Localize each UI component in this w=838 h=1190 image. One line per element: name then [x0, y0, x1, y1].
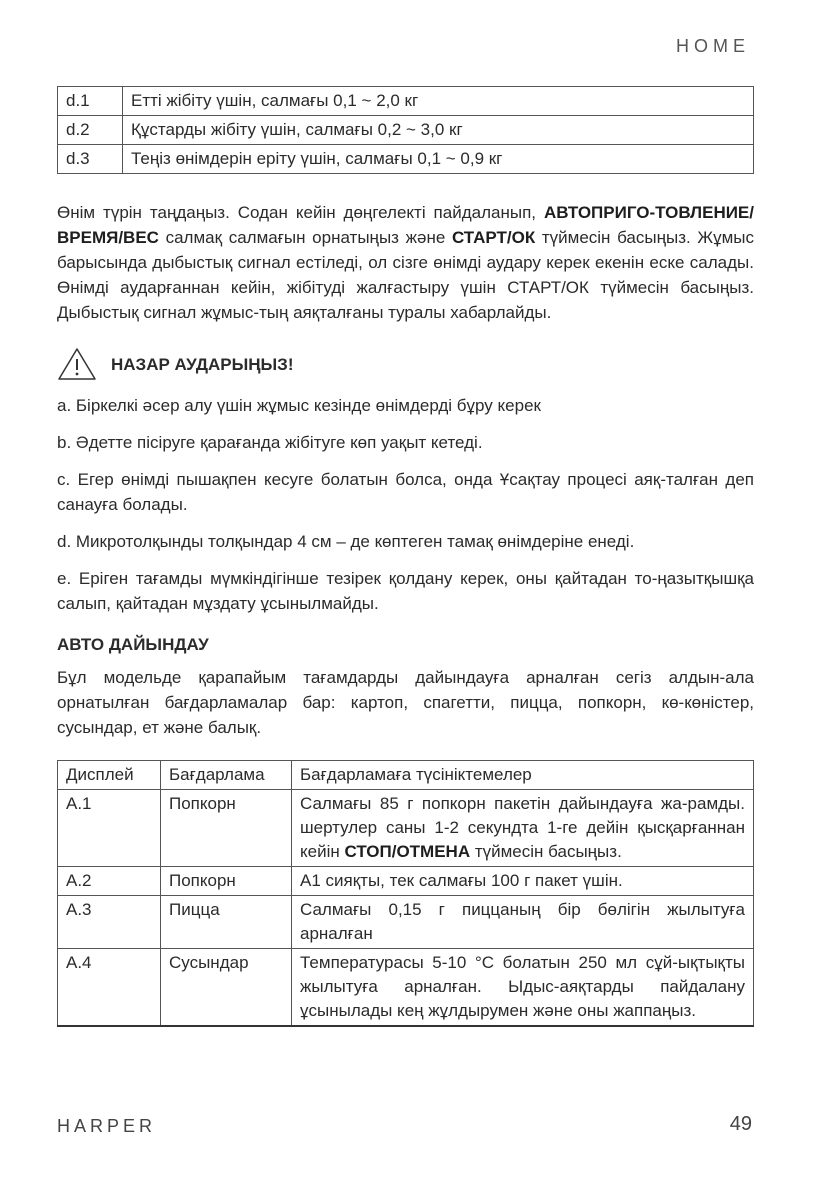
warning-item: d. Микротолқынды толқындар 4 см – де көптеген тамақ өнімдеріне енеді. — [57, 532, 635, 551]
program-table — [57, 760, 754, 1027]
bold-run: СТОП/ОТМЕНА — [344, 842, 471, 861]
table-row — [58, 949, 754, 1027]
display-cell: A.1 — [58, 790, 161, 867]
row-code: d.3 — [58, 145, 123, 174]
row-code: d.2 — [58, 116, 123, 145]
warning-icon — [57, 347, 97, 381]
page-number: 49 — [729, 1113, 752, 1135]
bold-run: СТАРТ/ОК — [451, 228, 536, 247]
section-intro: Бұл модельде қарапайым тағамдарды дайындауға арналған сегіз алдын-ала орнатылған бағдарламалар бар: картоп, спагетти, пицца, попкорн, кө-көністер, сусындар, ет және балық. — [57, 668, 754, 737]
instruction-paragraph — [57, 200, 754, 325]
table-row — [58, 896, 754, 949]
text-run: Өнім түрін таңдаңыз. Содан кейін дөңгелекті пайдаланып, — [57, 203, 544, 222]
text-run: түймесін басыңыз. — [470, 842, 622, 861]
row-text: Теңіз өнімдерін еріту үшін, салмағы 0,1 ~ 0,9 кг — [123, 145, 754, 174]
warning-heading — [57, 347, 754, 381]
column-header: Бағдарламаға түсініктемелер — [292, 761, 754, 790]
table-row — [58, 87, 754, 116]
program-cell: Попкорн — [161, 790, 292, 867]
display-cell: A.3 — [58, 896, 161, 949]
row-text: Құстарды жібіту үшін, салмағы 0,2 ~ 3,0 кг — [123, 116, 754, 145]
description-cell — [292, 790, 754, 867]
warning-item: b. Әдетте пісіруге қарағанда жібітуге көп уақыт кетеді. — [57, 433, 483, 452]
table-row — [58, 116, 754, 145]
description-cell: Температурасы 5-10 °С болатын 250 мл сұй-ықтықты жылытуға арналған. Ыдыс-аяқтарды пайдалану ұсынылады кең жұлдырумен және оны жаппаңыз. — [292, 949, 754, 1027]
defrost-table — [57, 86, 754, 174]
description-cell: А1 сияқты, тек салмағы 100 г пакет үшін. — [292, 867, 754, 896]
column-header: Бағдарлама — [161, 761, 292, 790]
warning-item: a. Біркелкі әсер алу үшін жұмыс кезінде өнімдерді бұру керек — [57, 396, 541, 415]
warning-item: c. Егер өнімді пышақпен кесуге болатын болса, онда Ұсақтау процесі аяқ-талған деп санауға болады. — [57, 470, 754, 514]
description-cell: Салмағы 0,15 г пиццаның бір бөлігін жылытуға арналған — [292, 896, 754, 949]
section-title: АВТО ДАЙЫНДАУ — [57, 635, 209, 654]
row-code: d.1 — [58, 87, 123, 116]
row-text: Етті жібіту үшін, салмағы 0,1 ~ 2,0 кг — [123, 87, 754, 116]
text-run: салмақ салмағын орнатыңыз және — [158, 228, 452, 247]
brand-logo: HARPER — [57, 1116, 157, 1136]
text-run: түймесін басыңыз. Жұмыс барысында дыбыстық сигнал естіледі, ол сізге өнімді аудару керек екенін еске салады. Өнімді аударғаннан кейін, жібітуді жалғастыру үшін СТАРТ/ОК түймесін басыңыз. Дыбыстық сигнал жұмыс-тың аяқталғаны туралы хабарлайды. — [57, 228, 754, 322]
display-cell: A.4 — [58, 949, 161, 1027]
page-content — [57, 86, 754, 1027]
warning-item: e. Еріген тағамды мүмкіндігінше тезірек қолдану керек, оны қайтадан то-ңазытқышқа салып, қайтадан мұздату ұсынылмайды. — [57, 569, 754, 613]
bold-run: АВТОПРИГО-ТОВЛЕНИЕ/ВРЕМЯ/ВЕС — [57, 203, 754, 247]
table-row — [58, 867, 754, 896]
display-cell: A.2 — [58, 867, 161, 896]
table-row — [58, 790, 754, 867]
text-run: Салмағы 85 г попкорн пакетін дайындауға жа-рамды. шертулер саны 1-2 секундта 1-ге дейін қысқарғаннан кейін — [300, 794, 745, 861]
program-cell: Пицца — [161, 896, 292, 949]
table-row — [58, 145, 754, 174]
home-logo: HOME — [676, 36, 750, 56]
warning-title: НАЗАР АУДАРЫҢЫЗ! — [111, 354, 294, 374]
table-header-row — [58, 761, 754, 790]
program-cell: Попкорн — [161, 867, 292, 896]
column-header: Дисплей — [58, 761, 161, 790]
program-cell: Сусындар — [161, 949, 292, 1027]
